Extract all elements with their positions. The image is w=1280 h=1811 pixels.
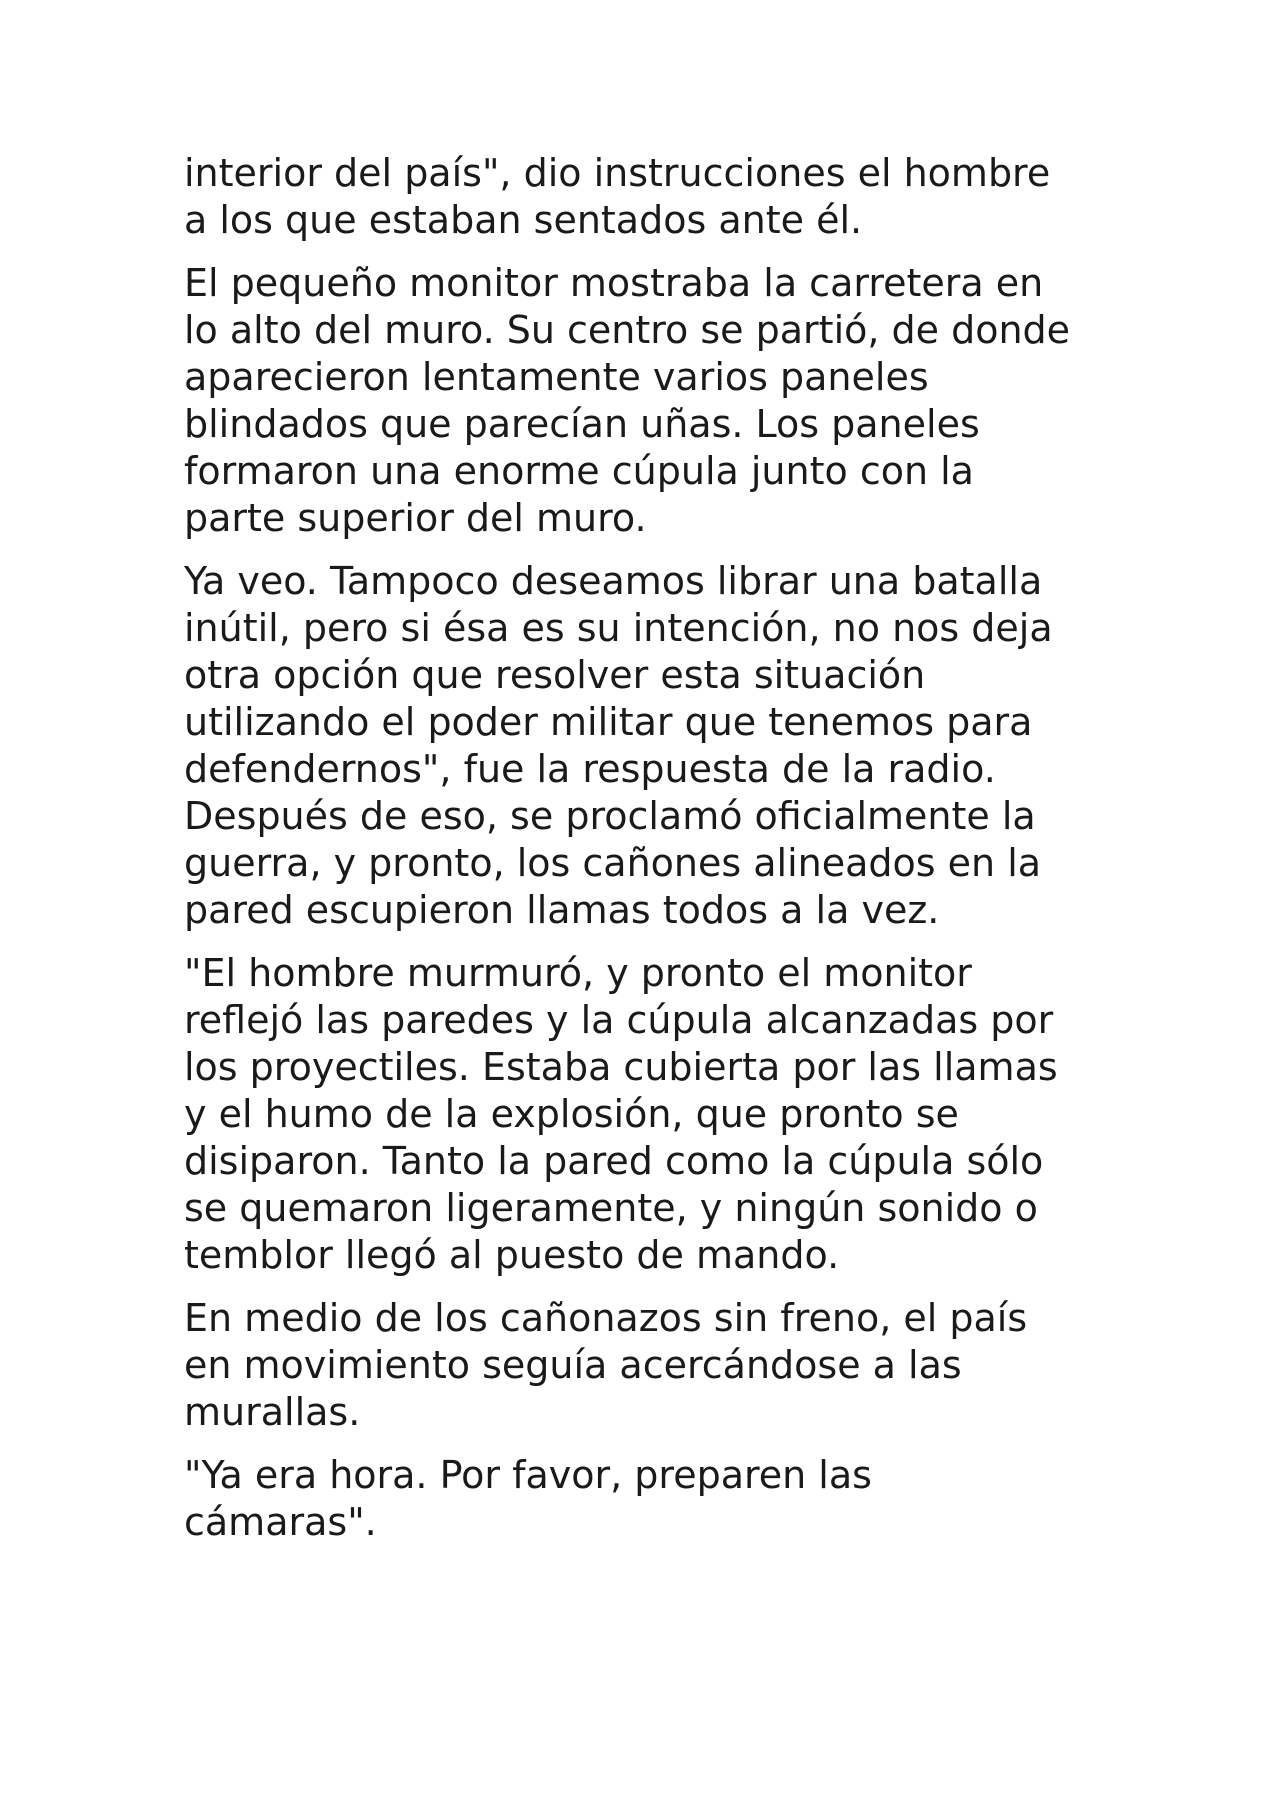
text-line: inútil, pero si ésa es su intención, no nos deja [184, 606, 1053, 650]
text-line: reflejó las paredes y la cúpula alcanzadas por [184, 998, 1054, 1042]
text-line: murallas. [184, 1390, 361, 1434]
paragraph-1 [184, 150, 1124, 244]
text-line: disiparon. Tanto la pared como la cúpula sólo [184, 1139, 1044, 1183]
text-line: y el humo de la explosión, que pronto se [184, 1092, 959, 1136]
paragraph-5 [184, 1295, 1124, 1436]
text-line: El pequeño monitor mostraba la carretera en [184, 261, 1044, 305]
text-line: otra opción que resolver esta situación [184, 653, 926, 697]
text-line: los proyectiles. Estaba cubierta por las llamas [184, 1045, 1058, 1089]
text-line: En medio de los cañonazos sin freno, el país [184, 1296, 1028, 1340]
text-line: a los que estaban sentados ante él. [184, 198, 863, 242]
text-line: guerra, y pronto, los cañones alineados en la [184, 841, 1042, 885]
paragraph-2 [184, 260, 1124, 542]
text-line: formaron una enorme cúpula junto con la [184, 449, 974, 493]
text-line: "Ya era hora. Por favor, preparen las [184, 1453, 872, 1497]
text-line: parte superior del muro. [184, 496, 647, 540]
text-column [184, 150, 1124, 1562]
text-line: temblor llegó al puesto de mando. [184, 1233, 840, 1277]
text-line: Ya veo. Tampoco deseamos librar una batalla [184, 559, 1043, 603]
paragraph-6 [184, 1452, 1124, 1546]
paragraph-3 [184, 558, 1124, 934]
text-line: Después de eso, se proclamó oficialmente la [184, 794, 1036, 838]
text-line: interior del país", dio instrucciones el hombre [184, 151, 1051, 195]
text-line: defendernos", fue la respuesta de la radio. [184, 747, 996, 791]
text-line: cámaras". [184, 1500, 377, 1544]
text-line: lo alto del muro. Su centro se partió, de donde [184, 308, 1071, 352]
text-line: aparecieron lentamente varios paneles [184, 355, 929, 399]
text-line: pared escupieron llamas todos a la vez. [184, 888, 940, 932]
text-line: "El hombre murmuró, y pronto el monitor [184, 951, 972, 995]
paragraph-4 [184, 950, 1124, 1279]
text-line: en movimiento seguía acercándose a las [184, 1343, 962, 1387]
text-line: blindados que parecían uñas. Los paneles [184, 402, 980, 446]
text-line: utilizando el poder militar que tenemos para [184, 700, 1033, 744]
text-line: se quemaron ligeramente, y ningún sonido o [184, 1186, 1038, 1230]
